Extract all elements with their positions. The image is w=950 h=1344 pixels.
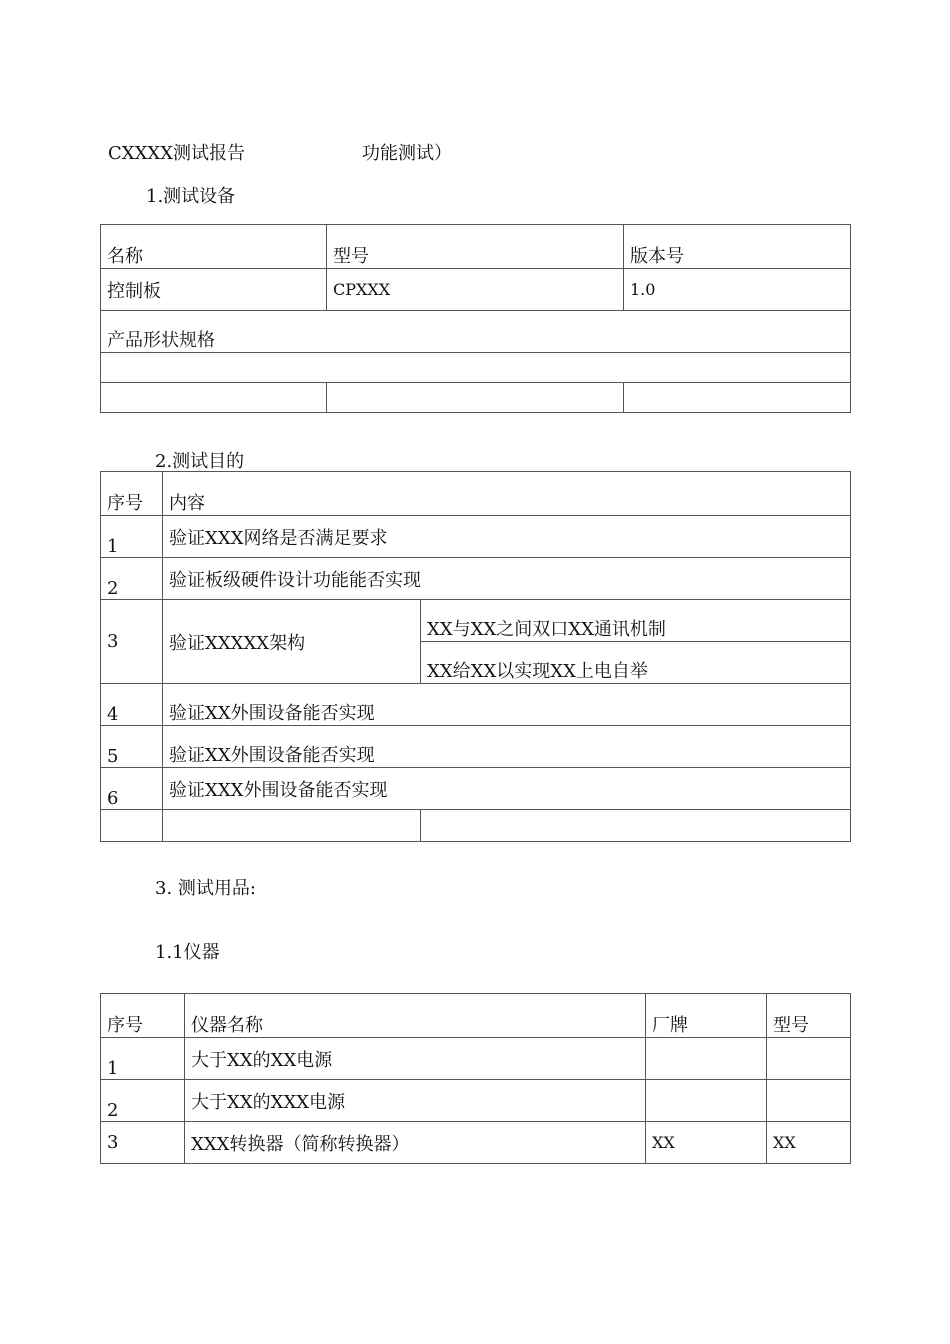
row-sub-item: XX与XX之间双口XX通讯机制 bbox=[421, 600, 851, 642]
instrument-name: XXX转换器（简称转换器） bbox=[185, 1122, 646, 1164]
equipment-version: 1.0 bbox=[624, 269, 851, 311]
col-header-no: 序号 bbox=[101, 994, 185, 1038]
row-no: 6 bbox=[101, 768, 163, 810]
blank-cell bbox=[624, 383, 851, 413]
row-no: 3 bbox=[101, 600, 163, 684]
instrument-model bbox=[767, 1080, 851, 1122]
col-header-model: 型号 bbox=[767, 994, 851, 1038]
blank-cell bbox=[101, 383, 327, 413]
instrument-name: 大于XX的XXX电源 bbox=[185, 1080, 646, 1122]
blank-cell bbox=[327, 383, 624, 413]
row-sub-item: XX给XX以实现XX上电自举 bbox=[421, 642, 851, 684]
instrument-brand bbox=[646, 1038, 767, 1080]
equipment-model: CPXXX bbox=[327, 269, 624, 311]
instrument-brand: XX bbox=[646, 1122, 767, 1164]
report-subtitle: 功能测试） bbox=[362, 143, 452, 164]
row-content: 验证XXX网络是否满足要求 bbox=[163, 516, 851, 558]
spec-label: 产品形状规格 bbox=[101, 311, 851, 353]
spec-blank-row bbox=[101, 353, 851, 383]
blank-cell bbox=[163, 810, 421, 842]
row-content: 验证板级硬件设计功能能否实现 bbox=[163, 558, 851, 600]
row-no: 2 bbox=[101, 558, 163, 600]
instrument-model: XX bbox=[767, 1122, 851, 1164]
instrument-brand bbox=[646, 1080, 767, 1122]
row-content: 验证XXXXX架构 bbox=[163, 600, 421, 684]
row-no: 4 bbox=[101, 684, 163, 726]
row-content: 验证XXX外围设备能否实现 bbox=[163, 768, 851, 810]
purpose-table bbox=[100, 471, 851, 842]
row-no: 3 bbox=[101, 1122, 185, 1164]
row-no: 1 bbox=[101, 1038, 185, 1080]
col-header-model: 型号 bbox=[327, 225, 624, 269]
col-header-name: 名称 bbox=[101, 225, 327, 269]
col-header-no: 序号 bbox=[101, 472, 163, 516]
blank-cell bbox=[421, 810, 851, 842]
col-header-version: 版本号 bbox=[624, 225, 851, 269]
row-no: 5 bbox=[101, 726, 163, 768]
col-header-instrument-name: 仪器名称 bbox=[185, 994, 646, 1038]
instrument-table bbox=[100, 993, 851, 1164]
section3-heading: 3. 测试用品: bbox=[155, 878, 256, 899]
row-no: 2 bbox=[101, 1080, 185, 1122]
row-content: 验证XX外围设备能否实现 bbox=[163, 726, 851, 768]
col-header-brand: 厂牌 bbox=[646, 994, 767, 1038]
col-header-content: 内容 bbox=[163, 472, 851, 516]
section3-subheading: 1.1仪器 bbox=[155, 942, 220, 963]
blank-cell bbox=[101, 810, 163, 842]
report-title: CXXXX测试报告 bbox=[108, 143, 246, 164]
section1-heading: 1.测试设备 bbox=[146, 186, 236, 207]
row-content: 验证XX外围设备能否实现 bbox=[163, 684, 851, 726]
instrument-model bbox=[767, 1038, 851, 1080]
section2-heading: 2.测试目的 bbox=[155, 451, 245, 472]
row-no: 1 bbox=[101, 516, 163, 558]
equipment-name: 控制板 bbox=[101, 269, 327, 311]
instrument-name: 大于XX的XX电源 bbox=[185, 1038, 646, 1080]
equipment-table bbox=[100, 224, 851, 413]
